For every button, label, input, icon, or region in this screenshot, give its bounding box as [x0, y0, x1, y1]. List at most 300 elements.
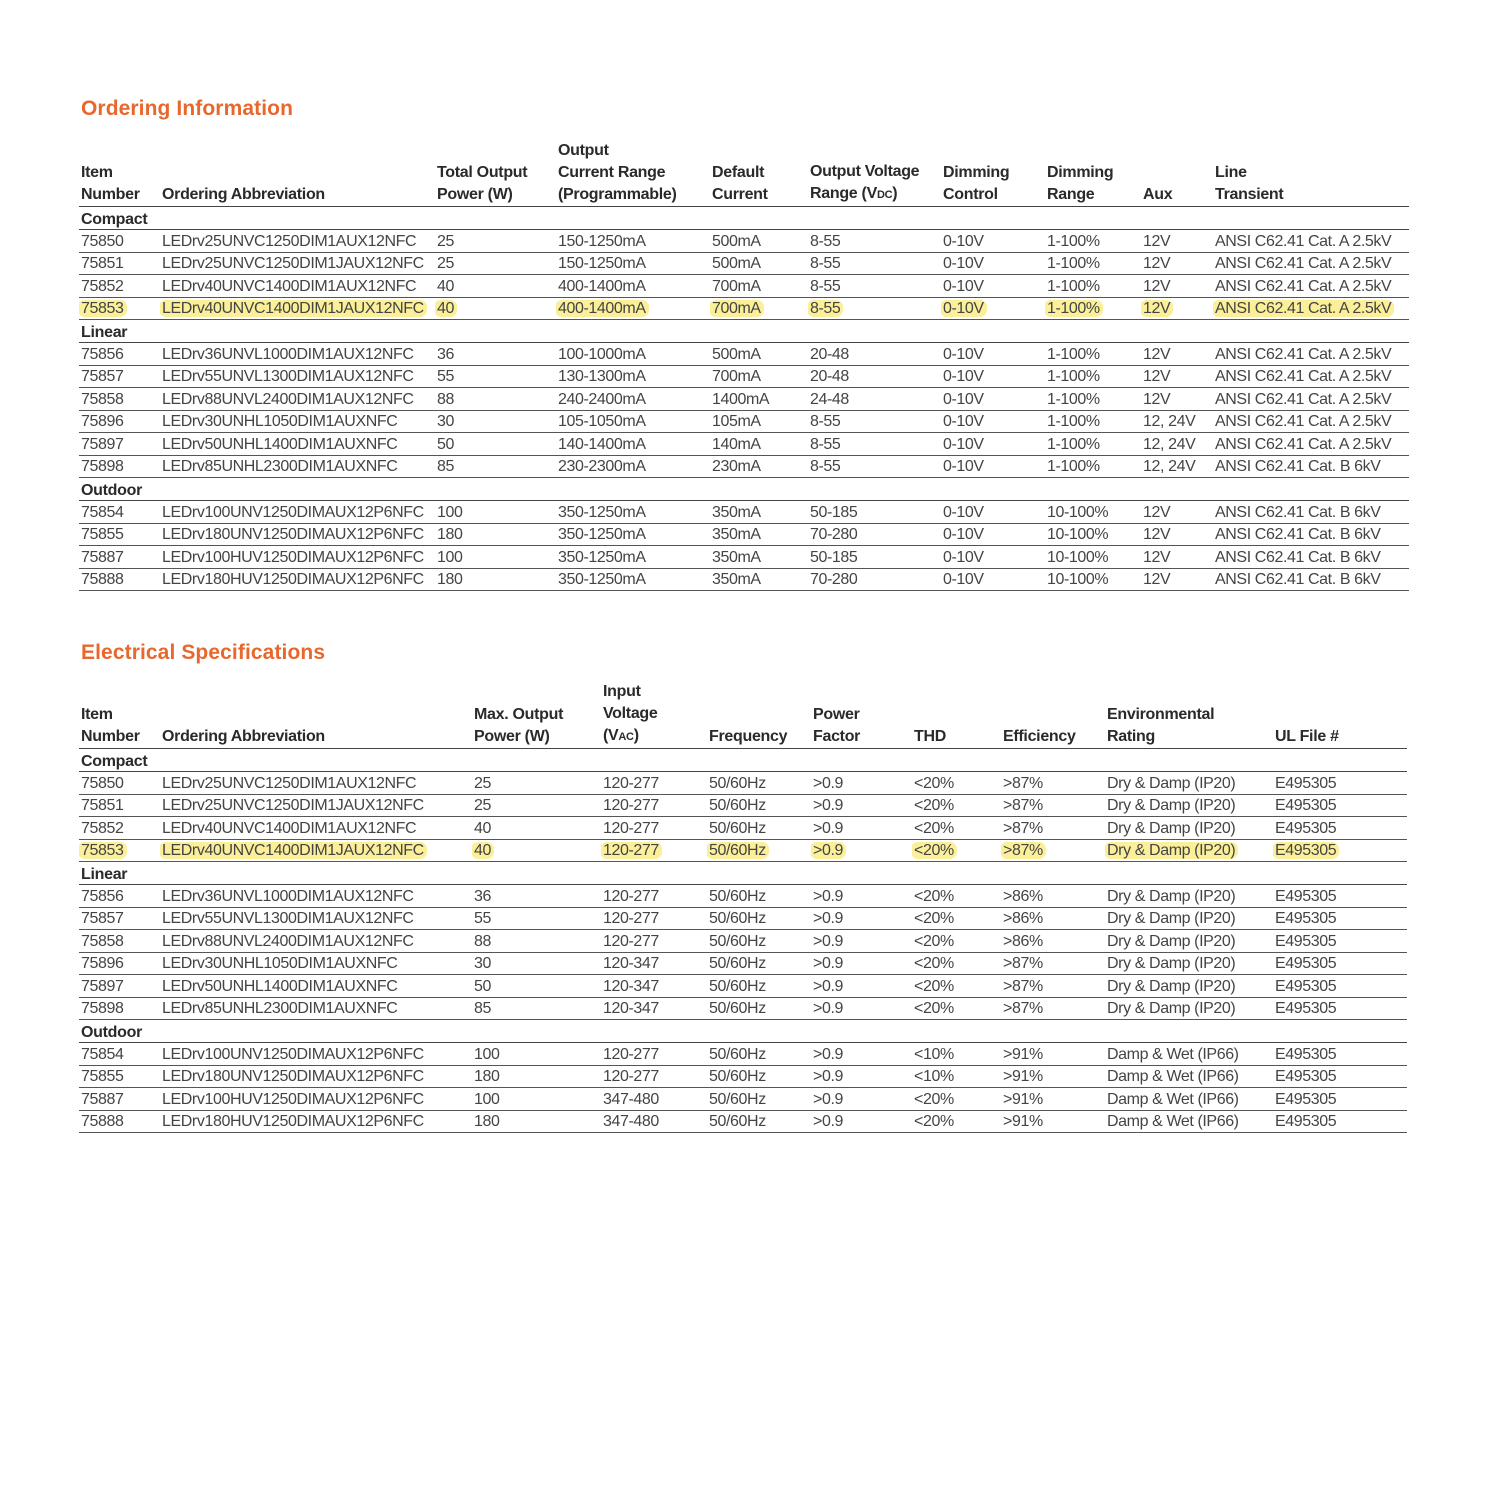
cell-transient	[1213, 501, 1409, 524]
cell-pf	[811, 1110, 912, 1133]
cell-text: <20%	[914, 955, 954, 972]
cell-text: ANSI C62.41 Cat. A 2.5kV	[1215, 232, 1392, 250]
cell-text: 12, 24V	[1143, 458, 1196, 475]
cell-default	[710, 275, 808, 298]
cell-transient	[1213, 546, 1409, 569]
cell-efficiency	[1001, 930, 1105, 953]
cell-text: 12V	[1141, 300, 1173, 317]
group-label: Compact	[79, 749, 1407, 772]
cell-text: E495305	[1275, 887, 1337, 905]
cell-range	[556, 433, 710, 456]
table-row	[79, 1065, 1407, 1088]
cell-aux	[1141, 433, 1213, 456]
cell-text: 40	[474, 819, 491, 837]
header-item-number: Item Number	[79, 140, 160, 207]
cell-thd	[912, 794, 1001, 817]
cell-text: >91%	[1003, 1090, 1043, 1108]
cell-transient	[1213, 297, 1409, 320]
cell-power	[472, 952, 601, 975]
cell-abbr	[160, 997, 472, 1020]
cell-item	[79, 455, 160, 478]
cell-text: >91%	[1003, 1113, 1043, 1130]
cell-pf	[811, 839, 912, 862]
cell-input	[601, 772, 707, 795]
cell-text: 120-277	[603, 797, 659, 814]
cell-text: 100-1000mA	[558, 345, 646, 363]
cell-text: 700mA	[712, 277, 761, 295]
cell-text: 75850	[81, 774, 124, 792]
cell-env	[1105, 997, 1273, 1020]
cell-thd	[912, 930, 1001, 953]
cell-pf	[811, 794, 912, 817]
cell-ul	[1273, 997, 1407, 1020]
cell-dim-control	[941, 343, 1045, 366]
cell-text: 0-10V	[943, 548, 984, 566]
cell-efficiency	[1001, 975, 1105, 998]
cell-default	[710, 433, 808, 456]
cell-power	[435, 297, 556, 320]
header-ordering-abbreviation: Ordering Abbreviation	[160, 140, 435, 207]
cell-text: LEDrv100HUV1250DIMAUX12P6NFC	[162, 1090, 424, 1108]
cell-item	[79, 975, 160, 998]
cell-text: ANSI C62.41 Cat. A 2.5kV	[1215, 345, 1392, 363]
cell-text: >86%	[1003, 887, 1043, 905]
header-max-output-power: Max. Output Power (W)	[472, 681, 601, 749]
table-row	[79, 1043, 1407, 1066]
cell-efficiency	[1001, 997, 1105, 1020]
cell-text: 75855	[81, 1068, 124, 1085]
cell-item	[79, 523, 160, 546]
cell-text: 120-277	[603, 1045, 659, 1063]
cell-thd	[912, 997, 1001, 1020]
cell-power	[472, 1043, 601, 1066]
cell-env	[1105, 885, 1273, 908]
cell-aux	[1141, 455, 1213, 478]
header-row	[79, 681, 1407, 749]
cell-voltage	[808, 568, 941, 591]
cell-power	[435, 252, 556, 275]
cell-text: 0-10V	[943, 390, 984, 408]
cell-transient	[1213, 275, 1409, 298]
cell-range	[556, 230, 710, 253]
cell-text: 350mA	[712, 503, 761, 521]
cell-text: 1400mA	[712, 390, 770, 408]
cell-text: 75896	[81, 955, 124, 972]
cell-default	[710, 252, 808, 275]
cell-text: 120-277	[603, 774, 659, 792]
table-row	[79, 839, 1407, 862]
cell-text: 8-55	[810, 435, 841, 453]
cell-text: ANSI C62.41 Cat. A 2.5kV	[1215, 435, 1392, 453]
cell-text: E495305	[1275, 819, 1337, 837]
cell-pf	[811, 930, 912, 953]
cell-text: 50/60Hz	[709, 774, 766, 792]
cell-range	[556, 523, 710, 546]
cell-aux	[1141, 410, 1213, 433]
cell-text: 350-1250mA	[558, 503, 646, 521]
cell-text: 350-1250mA	[558, 571, 646, 588]
cell-env	[1105, 952, 1273, 975]
cell-text: LEDrv50UNHL1400DIM1AUXNFC	[162, 435, 398, 453]
cell-frequency	[707, 794, 811, 817]
cell-text: 50/60Hz	[709, 1090, 766, 1108]
cell-range	[556, 297, 710, 320]
cell-text: 85	[437, 458, 454, 475]
cell-text: 0-10V	[943, 571, 984, 588]
cell-text: 36	[437, 345, 454, 363]
cell-text: 10-100%	[1047, 503, 1109, 521]
cell-power	[435, 365, 556, 388]
cell-item	[79, 930, 160, 953]
cell-abbr	[160, 772, 472, 795]
cell-text: >0.9	[811, 842, 846, 859]
cell-input	[601, 1065, 707, 1088]
cell-frequency	[707, 839, 811, 862]
cell-text: 75898	[81, 458, 124, 475]
header-output-current-range: Output Current Range (Programmable)	[556, 140, 710, 207]
cell-text: 8-55	[810, 255, 841, 272]
group-row-outdoor	[79, 1020, 1407, 1043]
cell-item	[79, 997, 160, 1020]
cell-dim-control	[941, 523, 1045, 546]
cell-pf	[811, 907, 912, 930]
cell-text: Dry & Damp (IP20)	[1107, 955, 1236, 972]
cell-text: 75896	[81, 413, 124, 430]
cell-range	[556, 410, 710, 433]
cell-abbr	[160, 975, 472, 998]
cell-text: 350mA	[712, 526, 761, 543]
cell-text: <20%	[912, 842, 957, 859]
cell-text: Dry & Damp (IP20)	[1107, 819, 1236, 837]
table-row	[79, 975, 1407, 998]
cell-range	[556, 275, 710, 298]
cell-text: 12V	[1143, 390, 1171, 408]
cell-env	[1105, 907, 1273, 930]
cell-frequency	[707, 930, 811, 953]
cell-ul	[1273, 907, 1407, 930]
cell-dim-control	[941, 365, 1045, 388]
cell-ul	[1273, 975, 1407, 998]
cell-text: 0-10V	[943, 345, 984, 363]
cell-text: 350mA	[712, 571, 761, 588]
cell-input	[601, 817, 707, 840]
cell-input	[601, 975, 707, 998]
cell-power	[435, 433, 556, 456]
cell-transient	[1213, 568, 1409, 591]
cell-frequency	[707, 885, 811, 908]
cell-text: 12, 24V	[1143, 435, 1196, 453]
cell-text: 12V	[1143, 345, 1171, 363]
cell-thd	[912, 952, 1001, 975]
cell-text: 50/60Hz	[709, 955, 766, 972]
table-row	[79, 410, 1409, 433]
cell-text: 130-1300mA	[558, 368, 646, 385]
cell-frequency	[707, 817, 811, 840]
cell-efficiency	[1001, 839, 1105, 862]
cell-efficiency	[1001, 794, 1105, 817]
cell-dim-control	[941, 501, 1045, 524]
cell-dim-range	[1045, 410, 1141, 433]
cell-text: LEDrv100UNV1250DIMAUX12P6NFC	[162, 503, 424, 521]
cell-efficiency	[1001, 885, 1105, 908]
cell-abbr	[160, 1088, 472, 1111]
cell-frequency	[707, 772, 811, 795]
cell-dim-range	[1045, 230, 1141, 253]
cell-default	[710, 455, 808, 478]
cell-power	[435, 568, 556, 591]
cell-text: 75854	[81, 1045, 124, 1063]
cell-text: 75850	[81, 232, 124, 250]
cell-text: 10-100%	[1047, 548, 1109, 566]
cell-text: 75858	[81, 932, 124, 950]
cell-abbr	[160, 907, 472, 930]
cell-ul	[1273, 772, 1407, 795]
cell-text: >86%	[1003, 910, 1043, 927]
cell-item	[79, 410, 160, 433]
cell-voltage	[808, 297, 941, 320]
cell-dim-range	[1045, 546, 1141, 569]
cell-text: ANSI C62.41 Cat. A 2.5kV	[1215, 368, 1392, 385]
cell-voltage	[808, 410, 941, 433]
cell-power	[472, 772, 601, 795]
table-row	[79, 546, 1409, 569]
cell-aux	[1141, 388, 1213, 411]
cell-power	[435, 388, 556, 411]
cell-power	[472, 1088, 601, 1111]
cell-frequency	[707, 952, 811, 975]
cell-text: Dry & Damp (IP20)	[1107, 887, 1236, 905]
cell-text: 50/60Hz	[709, 1068, 766, 1085]
cell-abbr	[160, 455, 435, 478]
cell-input	[601, 1110, 707, 1133]
cell-aux	[1141, 523, 1213, 546]
cell-thd	[912, 1088, 1001, 1111]
cell-text: >87%	[1003, 1000, 1043, 1017]
cell-pf	[811, 975, 912, 998]
cell-text: 88	[474, 932, 491, 950]
cell-text: LEDrv25UNVC1250DIM1AUX12NFC	[162, 774, 417, 792]
table-row	[79, 433, 1409, 456]
cell-text: 0-10V	[943, 232, 984, 250]
table-row	[79, 907, 1407, 930]
cell-input	[601, 885, 707, 908]
cell-text: 0-10V	[943, 413, 984, 430]
cell-frequency	[707, 907, 811, 930]
cell-env	[1105, 1043, 1273, 1066]
cell-text: 70-280	[810, 526, 858, 543]
cell-text: 12V	[1143, 548, 1171, 566]
cell-text: E495305	[1275, 1045, 1337, 1063]
cell-abbr	[160, 410, 435, 433]
header-ul-file: UL File #	[1273, 681, 1407, 749]
cell-env	[1105, 794, 1273, 817]
cell-default	[710, 546, 808, 569]
cell-ul	[1273, 885, 1407, 908]
cell-text: LEDrv180HUV1250DIMAUX12P6NFC	[162, 571, 424, 588]
cell-text: 36	[474, 887, 491, 905]
cell-text: 75857	[81, 368, 124, 385]
cell-power	[472, 794, 601, 817]
cell-text: 70-280	[810, 571, 858, 588]
cell-abbr	[160, 523, 435, 546]
cell-text: 12V	[1143, 277, 1171, 295]
cell-voltage	[808, 252, 941, 275]
cell-aux	[1141, 546, 1213, 569]
cell-text: Dry & Damp (IP20)	[1107, 1000, 1236, 1017]
cell-text: 20-48	[810, 345, 849, 363]
cell-voltage	[808, 433, 941, 456]
cell-text: E495305	[1275, 1090, 1337, 1108]
cell-range	[556, 365, 710, 388]
cell-text: 100	[474, 1045, 500, 1063]
cell-text: 8-55	[808, 300, 843, 317]
cell-text: <20%	[914, 797, 954, 814]
cell-text: E495305	[1275, 955, 1337, 972]
cell-text: 347-480	[603, 1090, 659, 1108]
cell-text: LEDrv88UNVL2400DIM1AUX12NFC	[162, 390, 414, 408]
cell-aux	[1141, 275, 1213, 298]
cell-text: 50/60Hz	[709, 977, 766, 995]
cell-text: LEDrv88UNVL2400DIM1AUX12NFC	[162, 932, 414, 950]
cell-text: >0.9	[813, 1090, 843, 1108]
cell-power	[472, 1065, 601, 1088]
cell-text: LEDrv40UNVC1400DIM1JAUX12NFC	[160, 300, 427, 317]
cell-frequency	[707, 1110, 811, 1133]
cell-text: 12, 24V	[1143, 413, 1196, 430]
cell-range	[556, 501, 710, 524]
cell-dim-range	[1045, 343, 1141, 366]
cell-text: >91%	[1003, 1045, 1043, 1063]
cell-power	[472, 907, 601, 930]
cell-item	[79, 230, 160, 253]
electrical-specifications-title: Electrical Specifications	[81, 641, 326, 664]
cell-text: ANSI C62.41 Cat. A 2.5kV	[1215, 390, 1392, 408]
cell-default	[710, 388, 808, 411]
cell-text: >87%	[1003, 977, 1043, 995]
cell-text: 120-277	[603, 932, 659, 950]
cell-text: 150-1250mA	[558, 255, 646, 272]
group-label: Linear	[79, 862, 1407, 885]
cell-text: 230mA	[712, 458, 761, 475]
cell-text: E495305	[1275, 1068, 1337, 1085]
cell-aux	[1141, 252, 1213, 275]
cell-text: 1-100%	[1047, 232, 1100, 250]
cell-voltage	[808, 230, 941, 253]
cell-text: LEDrv100HUV1250DIMAUX12P6NFC	[162, 548, 424, 566]
cell-pf	[811, 997, 912, 1020]
cell-text: >0.9	[813, 977, 843, 995]
cell-transient	[1213, 433, 1409, 456]
cell-text: LEDrv180HUV1250DIMAUX12P6NFC	[162, 1113, 424, 1130]
header-dimming-control: Dimming Control	[941, 140, 1045, 207]
cell-text: LEDrv36UNVL1000DIM1AUX12NFC	[162, 887, 414, 905]
cell-aux	[1141, 501, 1213, 524]
cell-text: 350-1250mA	[558, 548, 646, 566]
cell-input	[601, 1088, 707, 1111]
cell-power	[435, 546, 556, 569]
cell-text: 12V	[1143, 571, 1171, 588]
cell-text: 85	[474, 1000, 491, 1017]
cell-default	[710, 230, 808, 253]
header-thd: THD	[912, 681, 1001, 749]
cell-text: >87%	[1001, 842, 1046, 859]
cell-thd	[912, 839, 1001, 862]
table-row	[79, 930, 1407, 953]
cell-thd	[912, 1065, 1001, 1088]
cell-input	[601, 952, 707, 975]
cell-text: 0-10V	[941, 300, 987, 317]
cell-input	[601, 1043, 707, 1066]
cell-aux	[1141, 343, 1213, 366]
cell-text: 180	[474, 1113, 500, 1130]
cell-text: 500mA	[712, 232, 761, 250]
cell-dim-control	[941, 410, 1045, 433]
cell-text: E495305	[1275, 910, 1337, 927]
cell-range	[556, 455, 710, 478]
group-row-compact	[79, 749, 1407, 772]
cell-aux	[1141, 365, 1213, 388]
cell-text: ANSI C62.41 Cat. B 6kV	[1215, 571, 1381, 588]
cell-text: E495305	[1273, 842, 1339, 859]
cell-text: LEDrv40UNVC1400DIM1AUX12NFC	[162, 819, 417, 837]
cell-text: <20%	[914, 819, 954, 837]
cell-text: LEDrv40UNVC1400DIM1JAUX12NFC	[160, 842, 427, 859]
cell-text: 75852	[81, 819, 124, 837]
cell-text: 0-10V	[943, 277, 984, 295]
cell-text: Dry & Damp (IP20)	[1107, 910, 1236, 927]
cell-dim-range	[1045, 365, 1141, 388]
table-row	[79, 817, 1407, 840]
cell-power	[435, 410, 556, 433]
header-total-output-power: Total Output Power (W)	[435, 140, 556, 207]
cell-text: 75854	[81, 503, 124, 521]
cell-power	[435, 501, 556, 524]
cell-efficiency	[1001, 1110, 1105, 1133]
cell-text: 40	[472, 842, 494, 859]
cell-text: <10%	[914, 1045, 954, 1063]
cell-ul	[1273, 952, 1407, 975]
cell-voltage	[808, 455, 941, 478]
cell-input	[601, 907, 707, 930]
cell-pf	[811, 1088, 912, 1111]
cell-transient	[1213, 365, 1409, 388]
cell-text: Dry & Damp (IP20)	[1107, 797, 1236, 814]
cell-text: 120-347	[603, 1000, 659, 1017]
cell-text: 12V	[1143, 503, 1171, 521]
cell-text: 180	[437, 526, 463, 543]
cell-text: >86%	[1003, 932, 1043, 950]
cell-item	[79, 952, 160, 975]
cell-text: 50-185	[810, 548, 858, 566]
cell-env	[1105, 1088, 1273, 1111]
cell-text: 500mA	[712, 255, 761, 272]
cell-text: 75853	[79, 300, 127, 317]
cell-frequency	[707, 997, 811, 1020]
cell-text: 140mA	[712, 435, 761, 453]
cell-abbr	[160, 1110, 472, 1133]
cell-thd	[912, 772, 1001, 795]
cell-ul	[1273, 1043, 1407, 1066]
table-row	[79, 997, 1407, 1020]
cell-text: 75856	[81, 345, 124, 363]
cell-text: 1-100%	[1047, 390, 1100, 408]
header-item-number: Item Number	[79, 681, 160, 749]
cell-text: 8-55	[810, 413, 841, 430]
cell-abbr	[160, 388, 435, 411]
cell-text: 55	[437, 368, 454, 385]
cell-voltage	[808, 546, 941, 569]
cell-text: 50/60Hz	[709, 1000, 766, 1017]
